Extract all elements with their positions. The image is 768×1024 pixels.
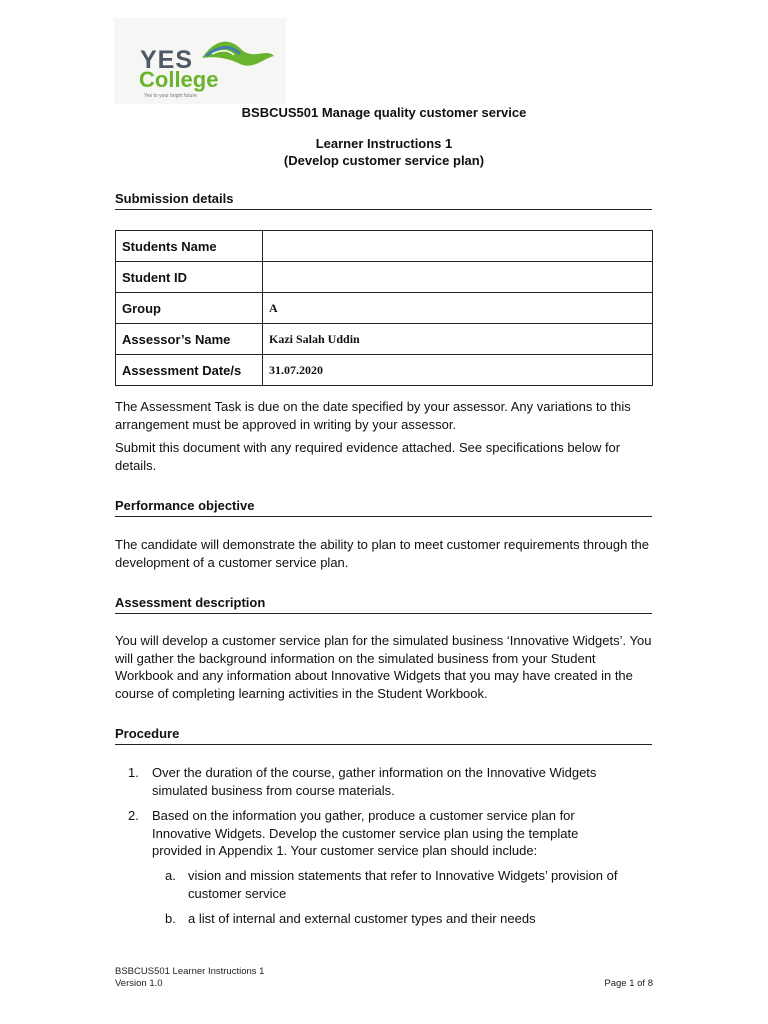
performance-objective-heading: Performance objective [115, 498, 652, 517]
list-item-number: 1. [128, 765, 139, 780]
footer-page-number: Page 1 of 8 [604, 978, 653, 989]
assessor-name-value[interactable]: Kazi Salah Uddin [263, 324, 653, 355]
logo-text-yes: YES [140, 46, 194, 74]
table-row [116, 324, 653, 355]
list-item-text: Over the duration of the course, gather information on the Innovative Widgets simulated business from course materials. [152, 765, 597, 798]
student-id-value[interactable] [263, 262, 653, 293]
list-item-text: a list of internal and external customer types and their needs [188, 911, 536, 926]
student-id-label: Student ID [116, 262, 263, 293]
students-name-label: Students Name [116, 231, 263, 262]
footer-document-name: BSBCUS501 Learner Instructions 1 [115, 966, 265, 977]
students-name-value[interactable] [263, 231, 653, 262]
due-date-paragraph: The Assessment Task is due on the date specified by your assessor. Any variations to this arrangement must be approved in writing by your assessor. [115, 399, 631, 432]
submission-details-table [115, 230, 653, 386]
assessor-name-label: Assessor’s Name [116, 324, 263, 355]
list-item-text: Based on the information you gather, produce a customer service plan for Innovative Widgets. Develop the customer service plan using the template provided in Appendix 1. Your customer service plan should include: [152, 808, 579, 858]
assessment-date-value[interactable]: 31.07.2020 [263, 355, 653, 386]
list-item-number: 2. [128, 808, 139, 823]
table-row [116, 293, 653, 324]
document-title: Learner Instructions 1 [315, 136, 453, 151]
group-label: Group [116, 293, 263, 324]
performance-objective-text: The candidate will demonstrate the ability to plan to meet customer requirements through the development of a customer service plan. [115, 537, 650, 570]
submission-details-heading: Submission details [115, 191, 652, 210]
list-item-letter: b. [165, 911, 176, 926]
assessment-date-label: Assessment Date/s [116, 355, 263, 386]
submit-instructions-paragraph: Submit this document with any required evidence attached. See specifications below for details. [115, 440, 621, 473]
document-subtitle: (Develop customer service plan) [283, 153, 485, 168]
table-row [116, 355, 653, 386]
group-value[interactable]: A [263, 293, 653, 324]
unit-title: BSBCUS501 Manage quality customer service [241, 105, 527, 120]
footer-version: Version 1.0 [115, 978, 163, 989]
table-row [116, 231, 653, 262]
procedure-heading: Procedure [115, 726, 652, 745]
yes-college-logo [114, 18, 286, 104]
assessment-description-text: You will develop a customer service plan for the simulated business ‘Innovative Widgets’. You will gather the background information on the simulated business from your Student Workbook and any information about Innovative Widgets that you may have created in the course of completing learning activities in the Student Workbook. [115, 633, 652, 701]
logo-text-college: College [139, 67, 219, 92]
list-item-text: vision and mission statements that refer to Innovative Widgets’ provision of customer service [188, 868, 618, 901]
list-item-letter: a. [165, 868, 176, 883]
assessment-description-heading: Assessment description [115, 595, 652, 614]
table-row [116, 262, 653, 293]
logo-tagline: Yes to your bright future [144, 93, 197, 99]
